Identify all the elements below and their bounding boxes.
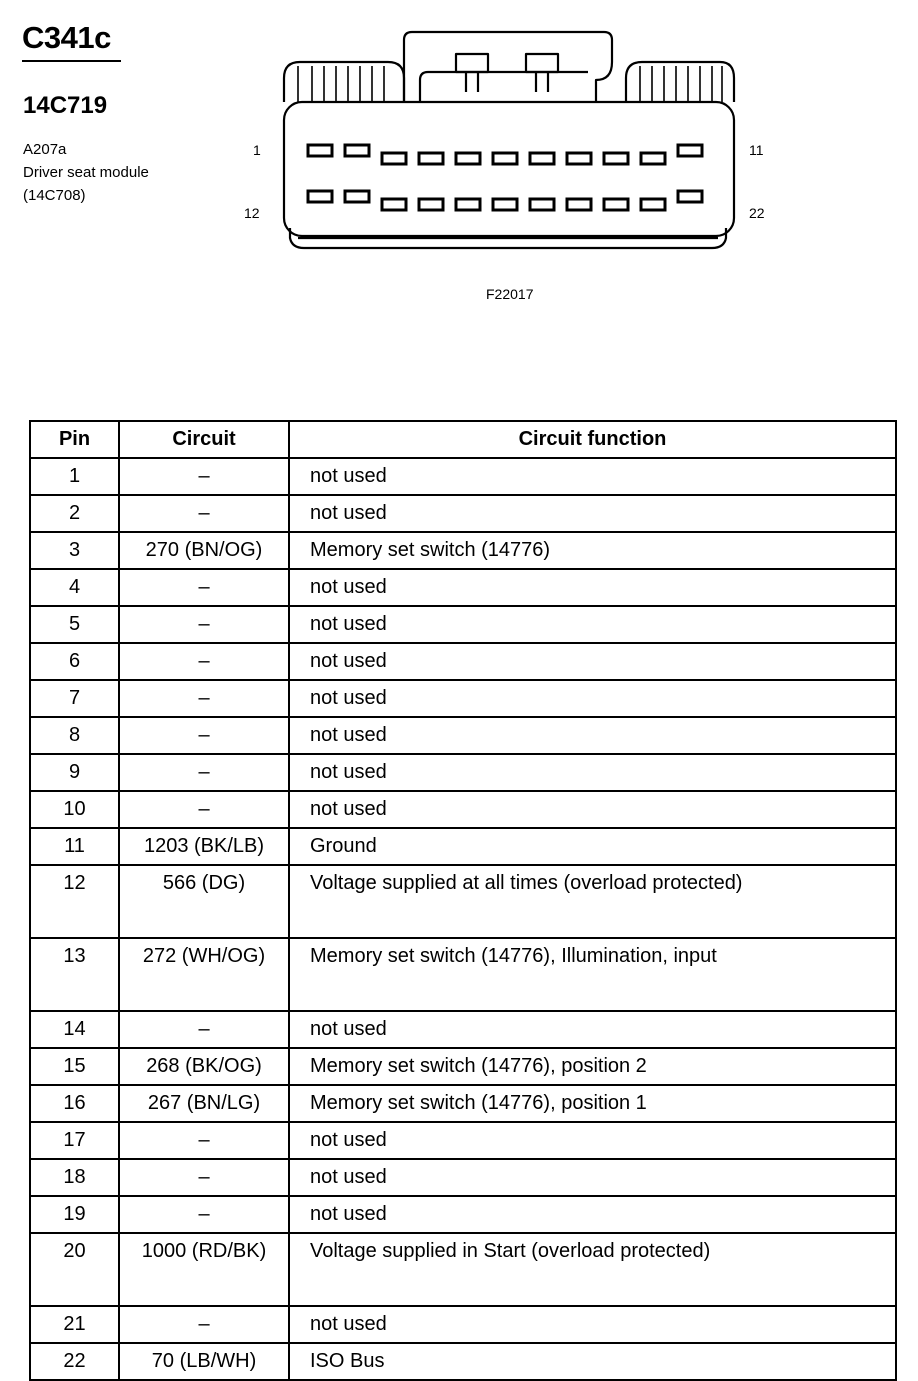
table-row (30, 569, 896, 606)
cell-circuit: 272 (WH/OG) (119, 938, 289, 1011)
table-row (30, 1306, 896, 1343)
cell-pin: 9 (30, 754, 119, 791)
cell-circuit: – (119, 569, 289, 606)
cell-pin: 2 (30, 495, 119, 532)
cell-circuit-function: not used (289, 606, 896, 643)
table-row (30, 680, 896, 717)
cell-circuit-function: Memory set switch (14776), position 1 (289, 1085, 896, 1122)
pin-cavity-19 (567, 199, 591, 210)
location-code: A207a (23, 141, 67, 158)
table-row (30, 532, 896, 569)
latch-ribs (466, 72, 548, 92)
pin-cavity-3 (382, 153, 406, 164)
table-row (30, 1122, 896, 1159)
table-row (30, 938, 896, 1011)
header-circuit-function: Circuit function (289, 421, 896, 458)
cell-pin: 5 (30, 606, 119, 643)
table-row (30, 1343, 896, 1380)
table-row (30, 1196, 896, 1233)
cell-pin: 18 (30, 1159, 119, 1196)
table-row (30, 1233, 896, 1306)
cell-circuit-function: ISO Bus (289, 1343, 896, 1380)
cell-circuit-function: Ground (289, 828, 896, 865)
latch-window-left (456, 54, 488, 72)
table-row (30, 1159, 896, 1196)
pin-cavity-2 (345, 145, 369, 156)
component-description: Driver seat module (23, 164, 149, 181)
header-pin: Pin (30, 421, 119, 458)
table-row (30, 458, 896, 495)
right-shoulder-ribs (640, 66, 722, 102)
cell-circuit-function: not used (289, 1196, 896, 1233)
cell-pin: 21 (30, 1306, 119, 1343)
cell-pin: 20 (30, 1233, 119, 1306)
pin-cavity-21 (641, 199, 665, 210)
table-row (30, 791, 896, 828)
cell-pin: 22 (30, 1343, 119, 1380)
cell-pin: 12 (30, 865, 119, 938)
cell-circuit: 268 (BK/OG) (119, 1048, 289, 1085)
cell-pin: 3 (30, 532, 119, 569)
cell-circuit: – (119, 717, 289, 754)
cell-circuit: – (119, 1196, 289, 1233)
latch-inner-edge (420, 72, 588, 102)
left-shoulder-ribs (298, 66, 384, 102)
cell-circuit-function: Voltage supplied in Start (overload protected) (289, 1233, 896, 1306)
pin-cavity-12 (308, 191, 332, 202)
cell-circuit-function: not used (289, 495, 896, 532)
pin-cavity-4 (419, 153, 443, 164)
cell-pin: 14 (30, 1011, 119, 1048)
connector-body (284, 102, 734, 236)
cell-pin: 17 (30, 1122, 119, 1159)
pin-cavity-5 (456, 153, 480, 164)
cell-pin: 16 (30, 1085, 119, 1122)
pin-cavity-10 (641, 153, 665, 164)
cell-pin: 8 (30, 717, 119, 754)
pin-table (29, 420, 897, 1381)
cell-circuit: – (119, 643, 289, 680)
cell-circuit: – (119, 606, 289, 643)
pin-label-11: 11 (749, 142, 764, 158)
cell-circuit-function: not used (289, 458, 896, 495)
cell-circuit-function: not used (289, 1011, 896, 1048)
pin-label-1: 1 (253, 142, 261, 158)
cell-circuit-function: not used (289, 1122, 896, 1159)
table-row (30, 606, 896, 643)
pin-cavity-6 (493, 153, 517, 164)
pin-label-12: 12 (244, 205, 260, 221)
pin-cavity-9 (604, 153, 628, 164)
pin-cavity-16 (456, 199, 480, 210)
cell-circuit: – (119, 1122, 289, 1159)
cell-circuit-function: not used (289, 717, 896, 754)
table-row (30, 495, 896, 532)
table-row (30, 865, 896, 938)
cell-circuit: 1203 (BK/LB) (119, 828, 289, 865)
cell-circuit: – (119, 680, 289, 717)
pin-cavity-22 (678, 191, 702, 202)
table-row (30, 1085, 896, 1122)
pin-table-header-row (30, 421, 896, 458)
cell-circuit-function: Memory set switch (14776) (289, 532, 896, 569)
connector-id: C341c (22, 20, 111, 55)
component-part-reference: (14C708) (23, 187, 86, 204)
cell-circuit: – (119, 754, 289, 791)
connector-right-shoulder (626, 62, 734, 102)
table-row (30, 828, 896, 865)
cell-pin: 6 (30, 643, 119, 680)
cell-pin: 11 (30, 828, 119, 865)
cell-circuit: 267 (BN/LG) (119, 1085, 289, 1122)
pin-label-22: 22 (749, 205, 765, 221)
latch-window-right (526, 54, 558, 72)
cell-circuit-function: not used (289, 1159, 896, 1196)
pin-cavity-11 (678, 145, 702, 156)
pin-cavity-14 (382, 199, 406, 210)
cell-circuit: 566 (DG) (119, 865, 289, 938)
pin-cavity-20 (604, 199, 628, 210)
cell-circuit: – (119, 1306, 289, 1343)
connector-left-shoulder (284, 62, 404, 102)
pin-cavity-13 (345, 191, 369, 202)
table-row (30, 754, 896, 791)
pin-cavity-8 (567, 153, 591, 164)
cell-circuit-function: not used (289, 754, 896, 791)
cell-pin: 1 (30, 458, 119, 495)
table-row (30, 1011, 896, 1048)
pin-cavity-15 (419, 199, 443, 210)
cell-pin: 19 (30, 1196, 119, 1233)
pin-cavity-1 (308, 145, 332, 156)
table-row (30, 643, 896, 680)
cell-pin: 4 (30, 569, 119, 606)
cell-circuit-function: not used (289, 569, 896, 606)
cell-pin: 15 (30, 1048, 119, 1085)
cell-circuit-function: Voltage supplied at all times (overload protected) (289, 865, 896, 938)
pin-cavity-7 (530, 153, 554, 164)
table-row (30, 1048, 896, 1085)
header-circuit: Circuit (119, 421, 289, 458)
part-number: 14C719 (23, 92, 108, 119)
pin-cavity-17 (493, 199, 517, 210)
cell-circuit-function: Memory set switch (14776), position 2 (289, 1048, 896, 1085)
connector-face-diagram (0, 0, 918, 320)
table-row (30, 717, 896, 754)
cell-circuit: – (119, 495, 289, 532)
cell-pin: 13 (30, 938, 119, 1011)
cell-pin: 7 (30, 680, 119, 717)
pin-cavity-18 (530, 199, 554, 210)
cell-circuit-function: not used (289, 791, 896, 828)
cell-circuit-function: not used (289, 643, 896, 680)
cell-circuit: 270 (BN/OG) (119, 532, 289, 569)
cell-circuit-function: not used (289, 1306, 896, 1343)
cell-pin: 10 (30, 791, 119, 828)
cell-circuit: – (119, 1011, 289, 1048)
cell-circuit-function: Memory set switch (14776), Illumination, input (289, 938, 896, 1011)
cell-circuit: – (119, 458, 289, 495)
cell-circuit: 1000 (RD/BK) (119, 1233, 289, 1306)
connector-locking-latch (404, 32, 612, 102)
cell-circuit: – (119, 791, 289, 828)
cell-circuit-function: not used (289, 680, 896, 717)
cell-circuit: 70 (LB/WH) (119, 1343, 289, 1380)
cell-circuit: – (119, 1159, 289, 1196)
figure-number: F22017 (486, 286, 534, 302)
